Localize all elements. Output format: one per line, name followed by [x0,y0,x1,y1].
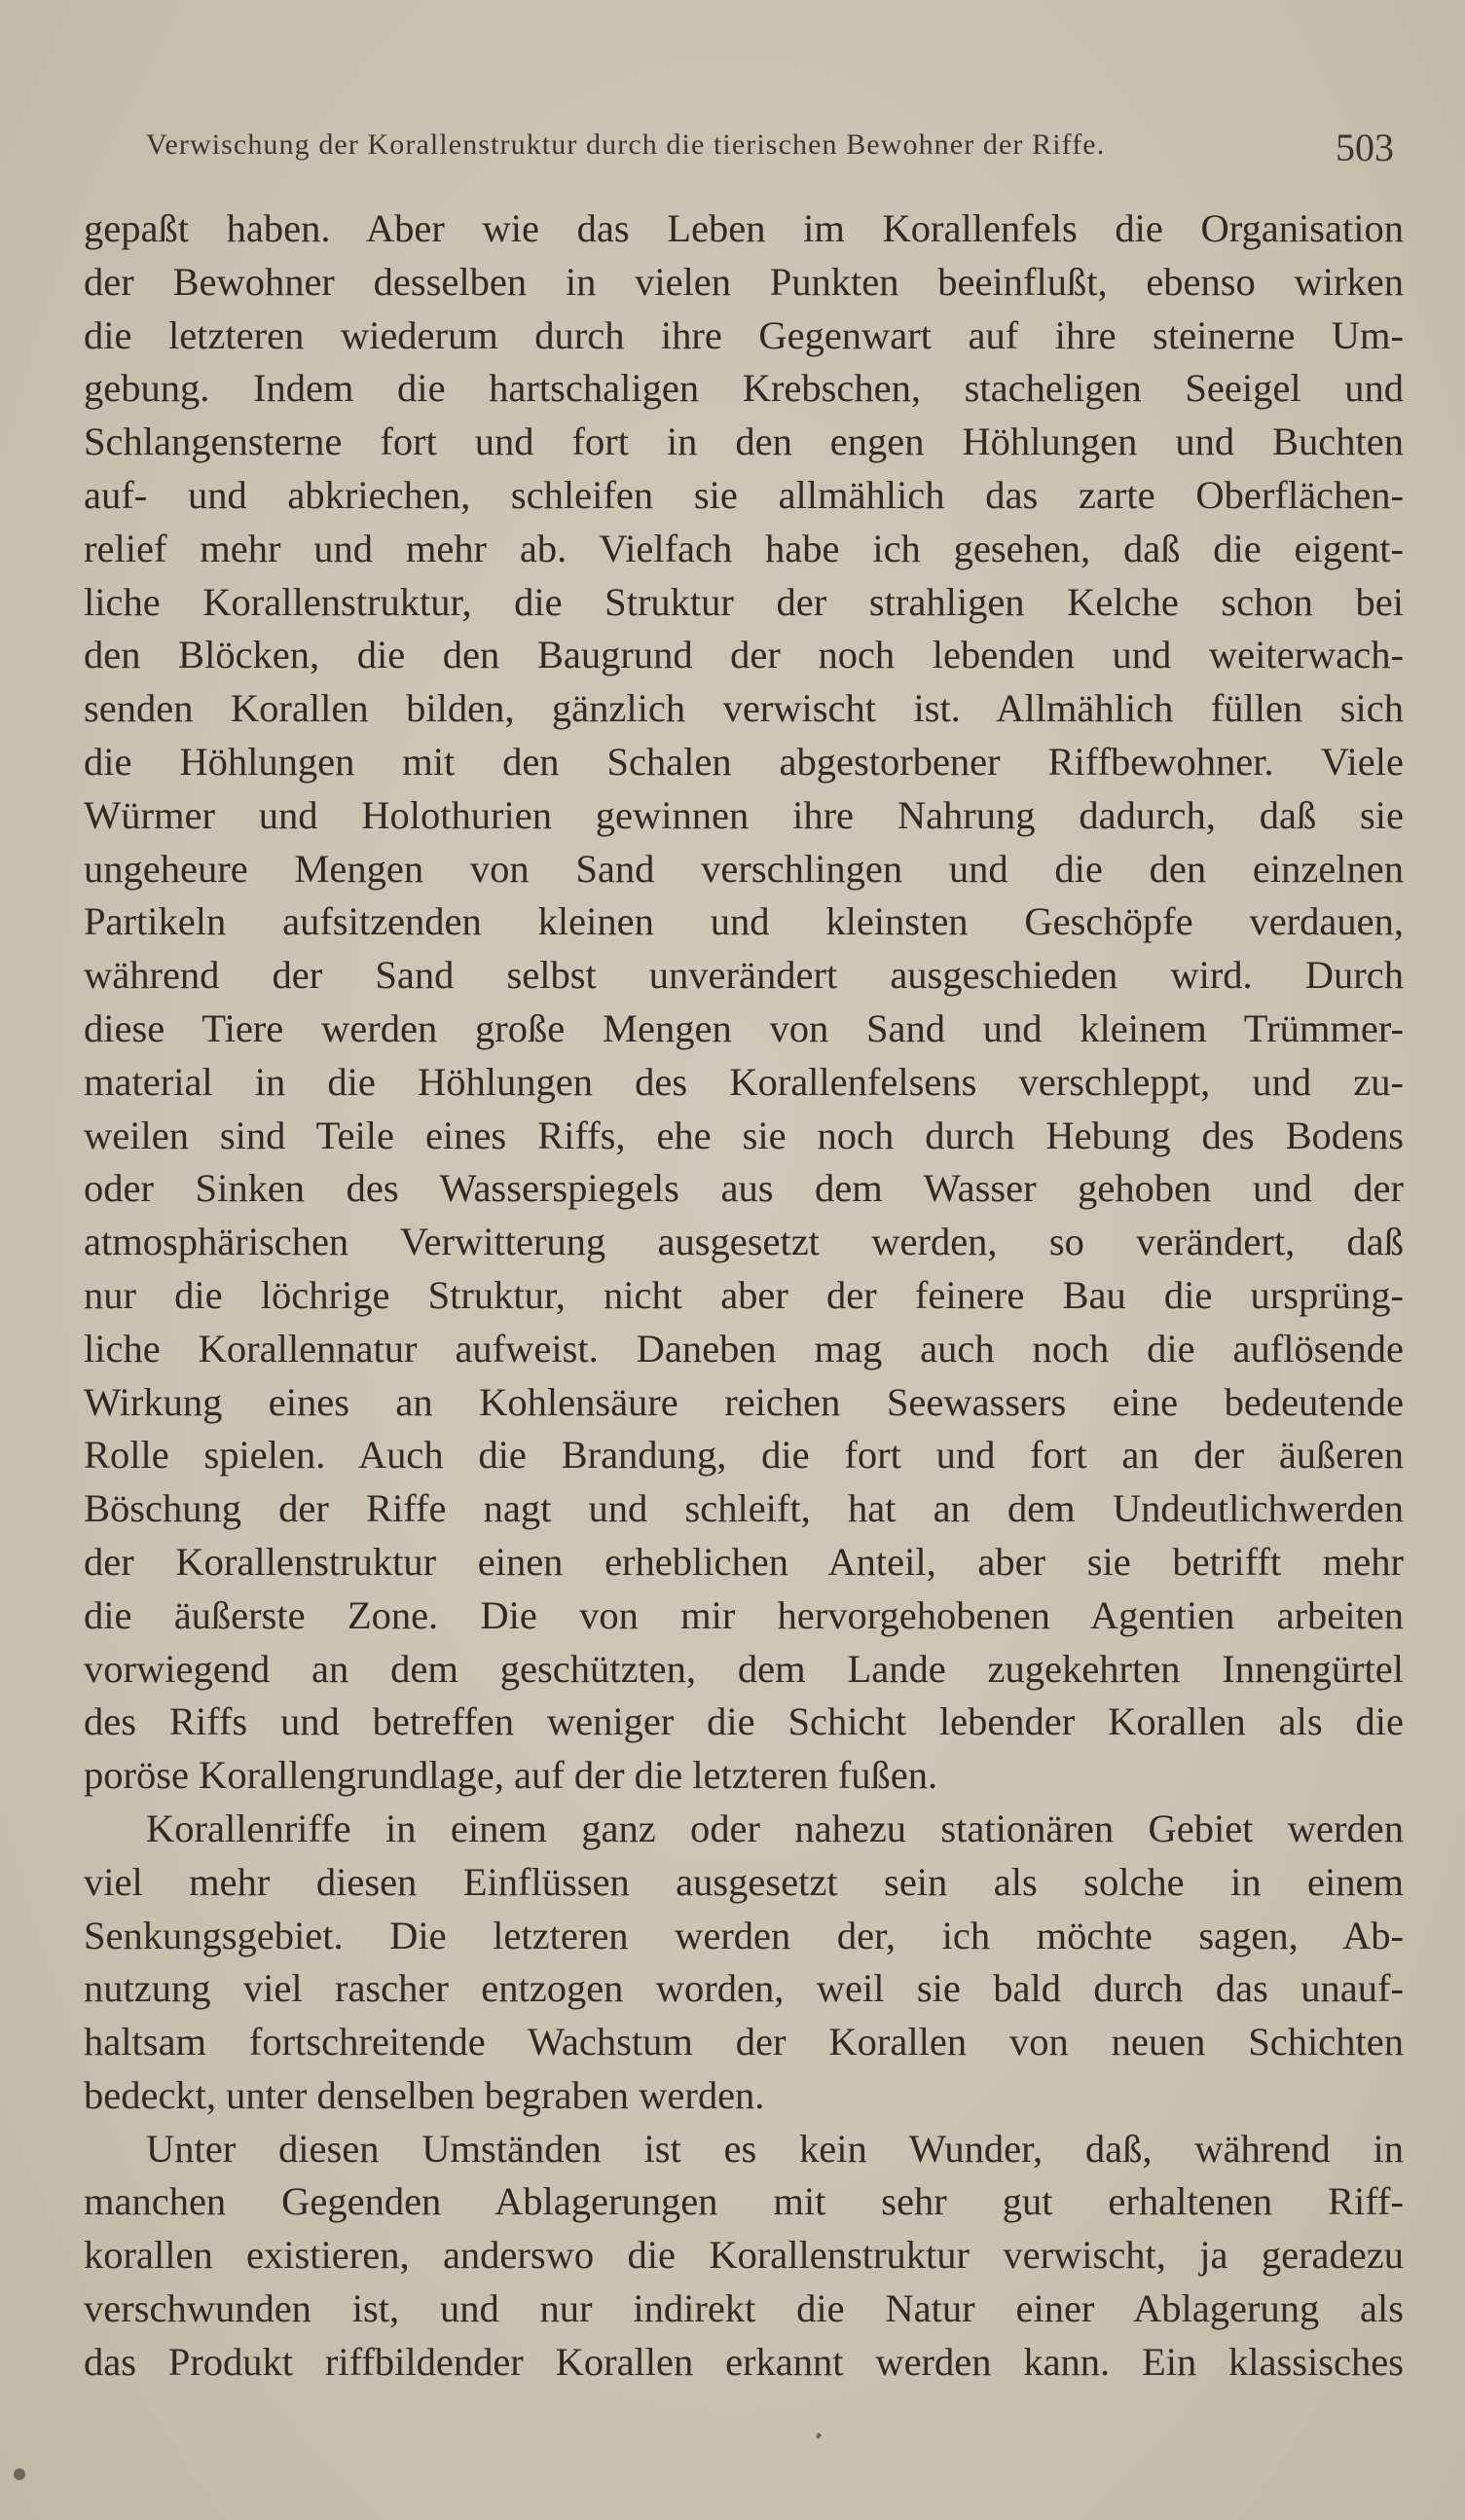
text-line: liche Korallennatur aufweist. Daneben mag auch noch die auflösende [84,1326,1404,1370]
text-line: korallen existieren, anderswo die Korallenstruktur verwischt, ja geradezu [84,2233,1404,2278]
text-line: diese Tiere werden große Mengen von Sand und kleinem Trümmer- [84,1005,1404,1050]
text-line: Wirkung eines an Kohlensäure reichen Seewassers eine bedeutende [84,1379,1404,1424]
running-header [146,123,1402,181]
text-line: vorwiegend an dem geschützten, dem Lande zugekehrten Innengürtel [84,1646,1404,1691]
ink-spot [14,2468,25,2480]
body-text [84,202,1404,2390]
text-line: poröse Korallengrundlage, auf der die letzteren fußen. [84,1753,938,1798]
text-line: die äußerste Zone. Die von mir hervorgehobenen Agentien arbeiten [84,1592,1404,1637]
text-line: das Produkt riffbildender Korallen erkannt werden kann. Ein klassisches [84,2339,1404,2384]
text-line: Senkungsgebiet. Die letzteren werden der, ich möchte sagen, Ab- [84,1913,1404,1957]
page-number: 503 [1336,126,1394,169]
text-line: relief mehr und mehr ab. Vielfach habe ich gesehen, daß die eigent- [84,526,1404,570]
text-line: liche Korallenstruktur, die Struktur der strahligen Kelche schon bei [84,579,1404,624]
running-header-title: Verwischung der Korallenstruktur durch die tierischen Bewohner der Riffe. [146,128,1106,161]
text-line: die letzteren wiederum durch ihre Gegenwart auf ihre steinerne Um- [84,312,1404,357]
text-line: material in die Höhlungen des Korallenfelsens verschleppt, und zu- [84,1059,1404,1104]
text-line: Rolle spielen. Auch die Brandung, die fort und fort an der äußeren [84,1433,1404,1478]
text-line: nur die löchrige Struktur, nicht aber der feinere Bau die ursprüng- [84,1272,1404,1317]
ink-speck [816,2432,822,2438]
text-line: oder Sinken des Wasserspiegels aus dem Wasser gehoben und der [84,1166,1404,1211]
text-line: Korallenriffe in einem ganz oder nahezu stationären Gebiet werden [146,1806,1404,1850]
text-line: weilen sind Teile eines Riffs, ehe sie noch durch Hebung des Bodens [84,1113,1404,1157]
text-line: der Korallenstruktur einen erheblichen Anteil, aber sie betrifft mehr [84,1539,1404,1584]
text-line: viel mehr diesen Einflüssen ausgesetzt sein als solche in einem [84,1859,1404,1904]
text-line: Böschung der Riffe nagt und schleift, hat an dem Undeutlichwerden [84,1486,1404,1531]
text-line: Unter diesen Umständen ist es kein Wunder, daß, während in [146,2126,1404,2171]
text-line: nutzung viel rascher entzogen worden, weil sie bald durch das unauf- [84,1966,1404,2011]
text-line: des Riffs und betreffen weniger die Schicht lebender Korallen als die [84,1699,1404,1744]
text-line: gebung. Indem die hartschaligen Krebschen, stacheligen Seeigel und [84,366,1404,411]
text-line: den Blöcken, die den Baugrund der noch lebenden und weiterwach- [84,633,1404,677]
text-line: bedeckt, unter denselben begraben werden. [84,2072,765,2117]
text-line: Partikeln aufsitzenden kleinen und kleinsten Geschöpfe verdauen, [84,899,1404,944]
text-line: gepaßt haben. Aber wie das Leben im Korallenfels die Organisation [84,206,1404,250]
text-line: Würmer und Holothurien gewinnen ihre Nahrung dadurch, daß sie [84,792,1404,837]
text-line: die Höhlungen mit den Schalen abgestorbener Riffbewohner. Viele [84,739,1404,784]
text-line: der Bewohner desselben in vielen Punkten beeinflußt, ebenso wirken [84,259,1404,304]
text-line: atmosphärischen Verwitterung ausgesetzt werden, so verändert, daß [84,1220,1404,1264]
text-line: haltsam fortschreitende Wachstum der Korallen von neuen Schichten [84,2020,1404,2064]
text-line: auf- und abkriechen, schleifen sie allmählich das zarte Oberflächen- [84,472,1404,517]
text-line: Schlangensterne fort und fort in den engen Höhlungen und Buchten [84,420,1404,464]
text-line: während der Sand selbst unverändert ausgeschieden wird. Durch [84,953,1404,998]
text-line: senden Korallen bilden, gänzlich verwischt ist. Allmählich füllen sich [84,686,1404,731]
text-line: ungeheure Mengen von Sand verschlingen und die den einzelnen [84,846,1404,891]
text-line: manchen Gegenden Ablagerungen mit sehr gut erhaltenen Riff- [84,2179,1404,2224]
text-line: verschwunden ist, und nur indirekt die Natur einer Ablagerung als [84,2286,1404,2331]
